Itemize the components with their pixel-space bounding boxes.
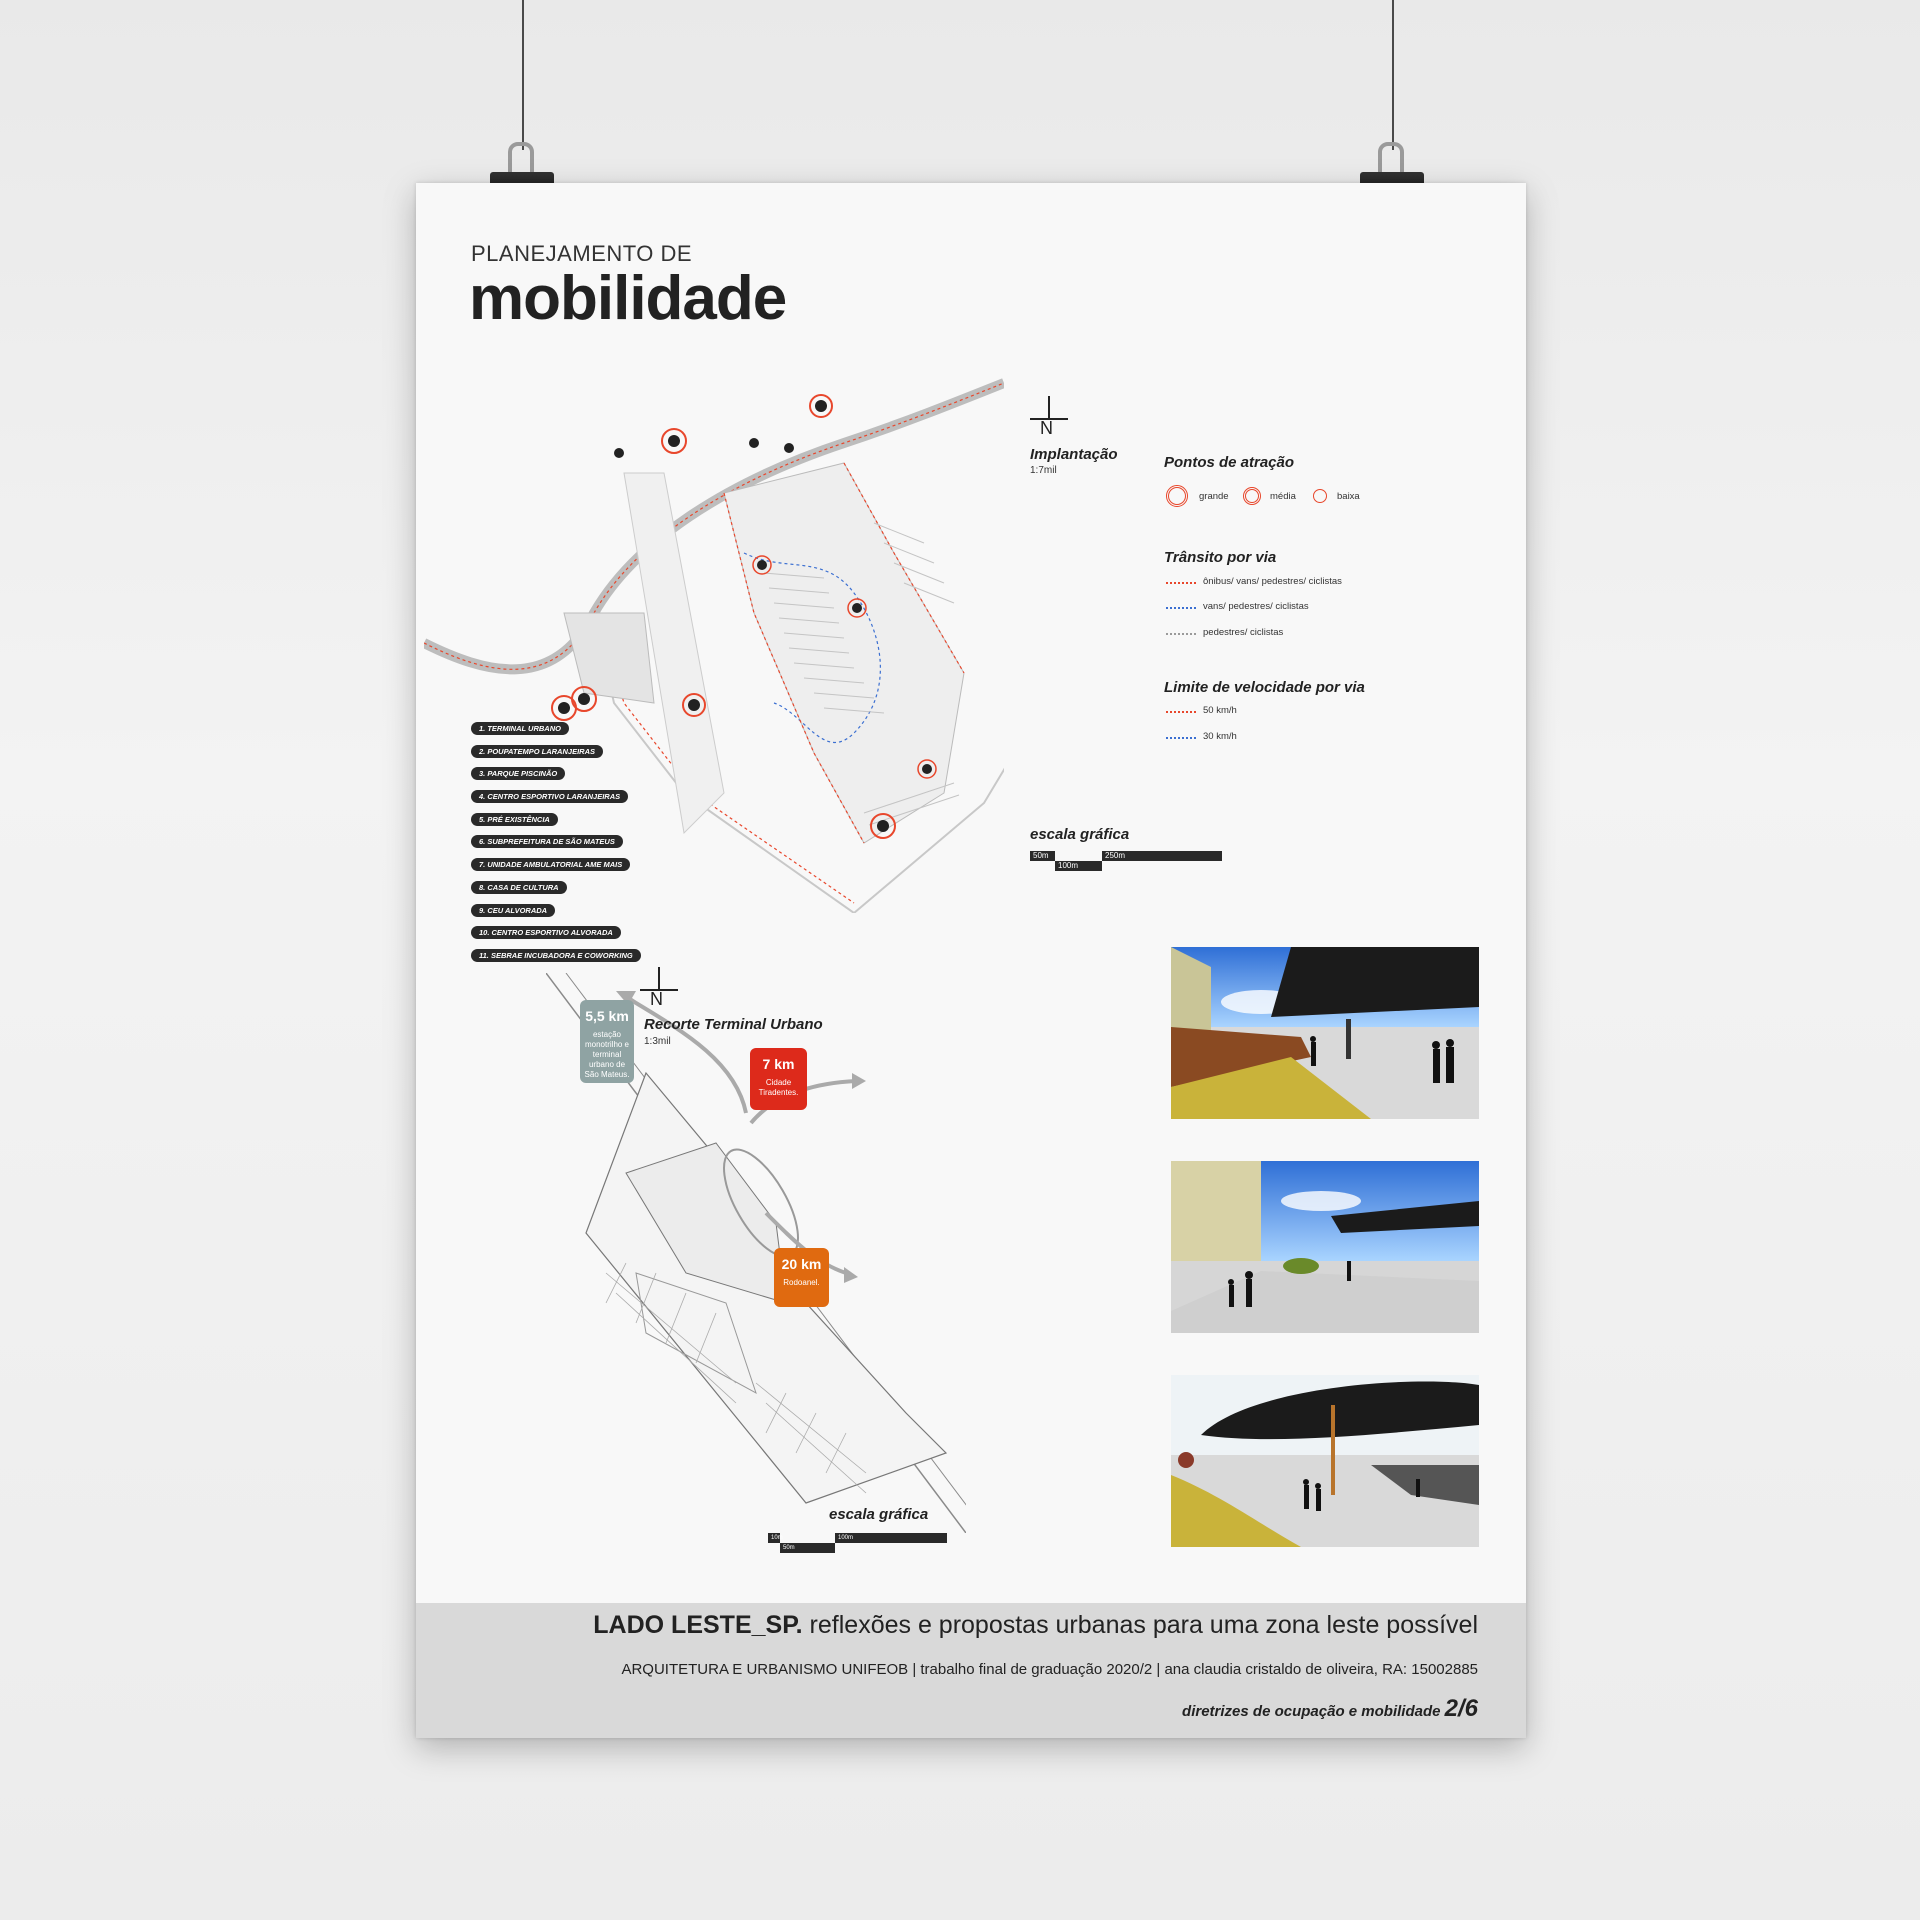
map2-scale: 1:3mil bbox=[644, 1036, 671, 1047]
attraction-medium-label: média bbox=[1270, 491, 1296, 502]
place-item: 7. UNIDADE AMBULATORIAL AME MAIS bbox=[471, 858, 630, 871]
place-item: 6. SUBPREFEITURA DE SÃO MATEUS bbox=[471, 835, 623, 848]
footer-section: diretrizes de ocupação e mobilidade 2/6 bbox=[1182, 1695, 1478, 1722]
render-2 bbox=[1171, 1161, 1479, 1333]
render-1 bbox=[1171, 947, 1479, 1119]
footer-credits: ARQUITETURA E URBANISMO UNIFEOB | trabalho final de graduação 2020/2 | ana claudia cristaldo de oliveira, RA: 15002885 bbox=[621, 1661, 1478, 1678]
render-3 bbox=[1171, 1375, 1479, 1547]
traffic-line-1 bbox=[1166, 582, 1196, 584]
place-item: 10. CENTRO ESPORTIVO ALVORADA bbox=[471, 926, 621, 939]
place-item: 2. POUPATEMPO LARANJEIRAS bbox=[471, 745, 603, 758]
map1-scalebar bbox=[1030, 851, 1230, 873]
poster-subtitle: PLANEJAMENTO DE bbox=[471, 241, 693, 266]
page-number: 2/6 bbox=[1444, 1695, 1478, 1722]
traffic-line-3 bbox=[1166, 633, 1196, 635]
attraction-medium-icon bbox=[1243, 487, 1261, 505]
attraction-low-label: baixa bbox=[1337, 491, 1360, 502]
map1-scalebar-label: escala gráfica bbox=[1030, 826, 1130, 843]
speed-line-2 bbox=[1166, 737, 1196, 739]
place-item: 4. CENTRO ESPORTIVO LARANJEIRAS bbox=[471, 790, 628, 803]
footer-title: LADO LESTE_SP. reflexões e propostas urbanas para uma zona leste possível bbox=[593, 1611, 1478, 1639]
place-item: 9. CEU ALVORADA bbox=[471, 904, 555, 917]
poster bbox=[416, 183, 1526, 1738]
north-arrow-1: N bbox=[1024, 396, 1074, 436]
legend-traffic-title: Trânsito por via bbox=[1164, 549, 1277, 566]
speed-label-1: 50 km/h bbox=[1203, 705, 1237, 716]
destination-box-7km: 7 km Cidade Tiradentes. bbox=[750, 1048, 807, 1110]
scale-seg-50: 50m bbox=[780, 1543, 835, 1553]
traffic-line-2 bbox=[1166, 607, 1196, 609]
north-arrow-2: N bbox=[634, 967, 684, 1007]
traffic-label-1: ônibus/ vans/ pedestres/ ciclistas bbox=[1203, 576, 1342, 587]
place-item: 11. SEBRAE INCUBADORA E COWORKING bbox=[471, 949, 641, 962]
destination-box-5km: 5,5 km estação monotrilho e terminal urbano de São Mateus. bbox=[580, 1000, 634, 1083]
map2-scalebar bbox=[768, 1533, 968, 1555]
traffic-label-3: pedestres/ ciclistas bbox=[1203, 627, 1284, 638]
place-item: 3. PARQUE PISCINÃO bbox=[471, 767, 565, 780]
map1-title: Implantação bbox=[1030, 446, 1118, 463]
scale-seg-50: 50m bbox=[1030, 851, 1055, 861]
scale-seg-250: 250m bbox=[1102, 851, 1222, 861]
map1-scale: 1:7mil bbox=[1030, 465, 1057, 476]
map2-scalebar-label: escala gráfica bbox=[829, 1506, 929, 1523]
place-item: 5. PRÉ EXISTÊNCIA bbox=[471, 813, 558, 826]
destination-box-20km: 20 km Rodoanel. bbox=[774, 1248, 829, 1307]
traffic-label-2: vans/ pedestres/ ciclistas bbox=[1203, 601, 1309, 612]
place-item: 1. TERMINAL URBANO bbox=[471, 722, 569, 735]
attraction-low-icon bbox=[1313, 489, 1327, 503]
hanging-wire-right bbox=[1392, 0, 1394, 150]
scale-seg-100: 100m bbox=[835, 1533, 947, 1543]
map2-title: Recorte Terminal Urbano bbox=[644, 1016, 823, 1033]
place-item: 8. CASA DE CULTURA bbox=[471, 881, 567, 894]
poster-footer bbox=[416, 1603, 1526, 1738]
hanging-wire-left bbox=[522, 0, 524, 150]
legend-speed-title: Limite de velocidade por via bbox=[1164, 679, 1365, 696]
poster-title: mobilidade bbox=[469, 264, 787, 333]
legend-attraction-title: Pontos de atração bbox=[1164, 454, 1295, 471]
attraction-large-icon bbox=[1166, 485, 1188, 507]
speed-label-2: 30 km/h bbox=[1203, 731, 1237, 742]
scale-seg-100: 100m bbox=[1055, 861, 1102, 871]
places-list bbox=[471, 718, 641, 968]
speed-line-1 bbox=[1166, 711, 1196, 713]
attraction-large-label: grande bbox=[1199, 491, 1229, 502]
scale-seg-10: 10m bbox=[768, 1533, 780, 1543]
